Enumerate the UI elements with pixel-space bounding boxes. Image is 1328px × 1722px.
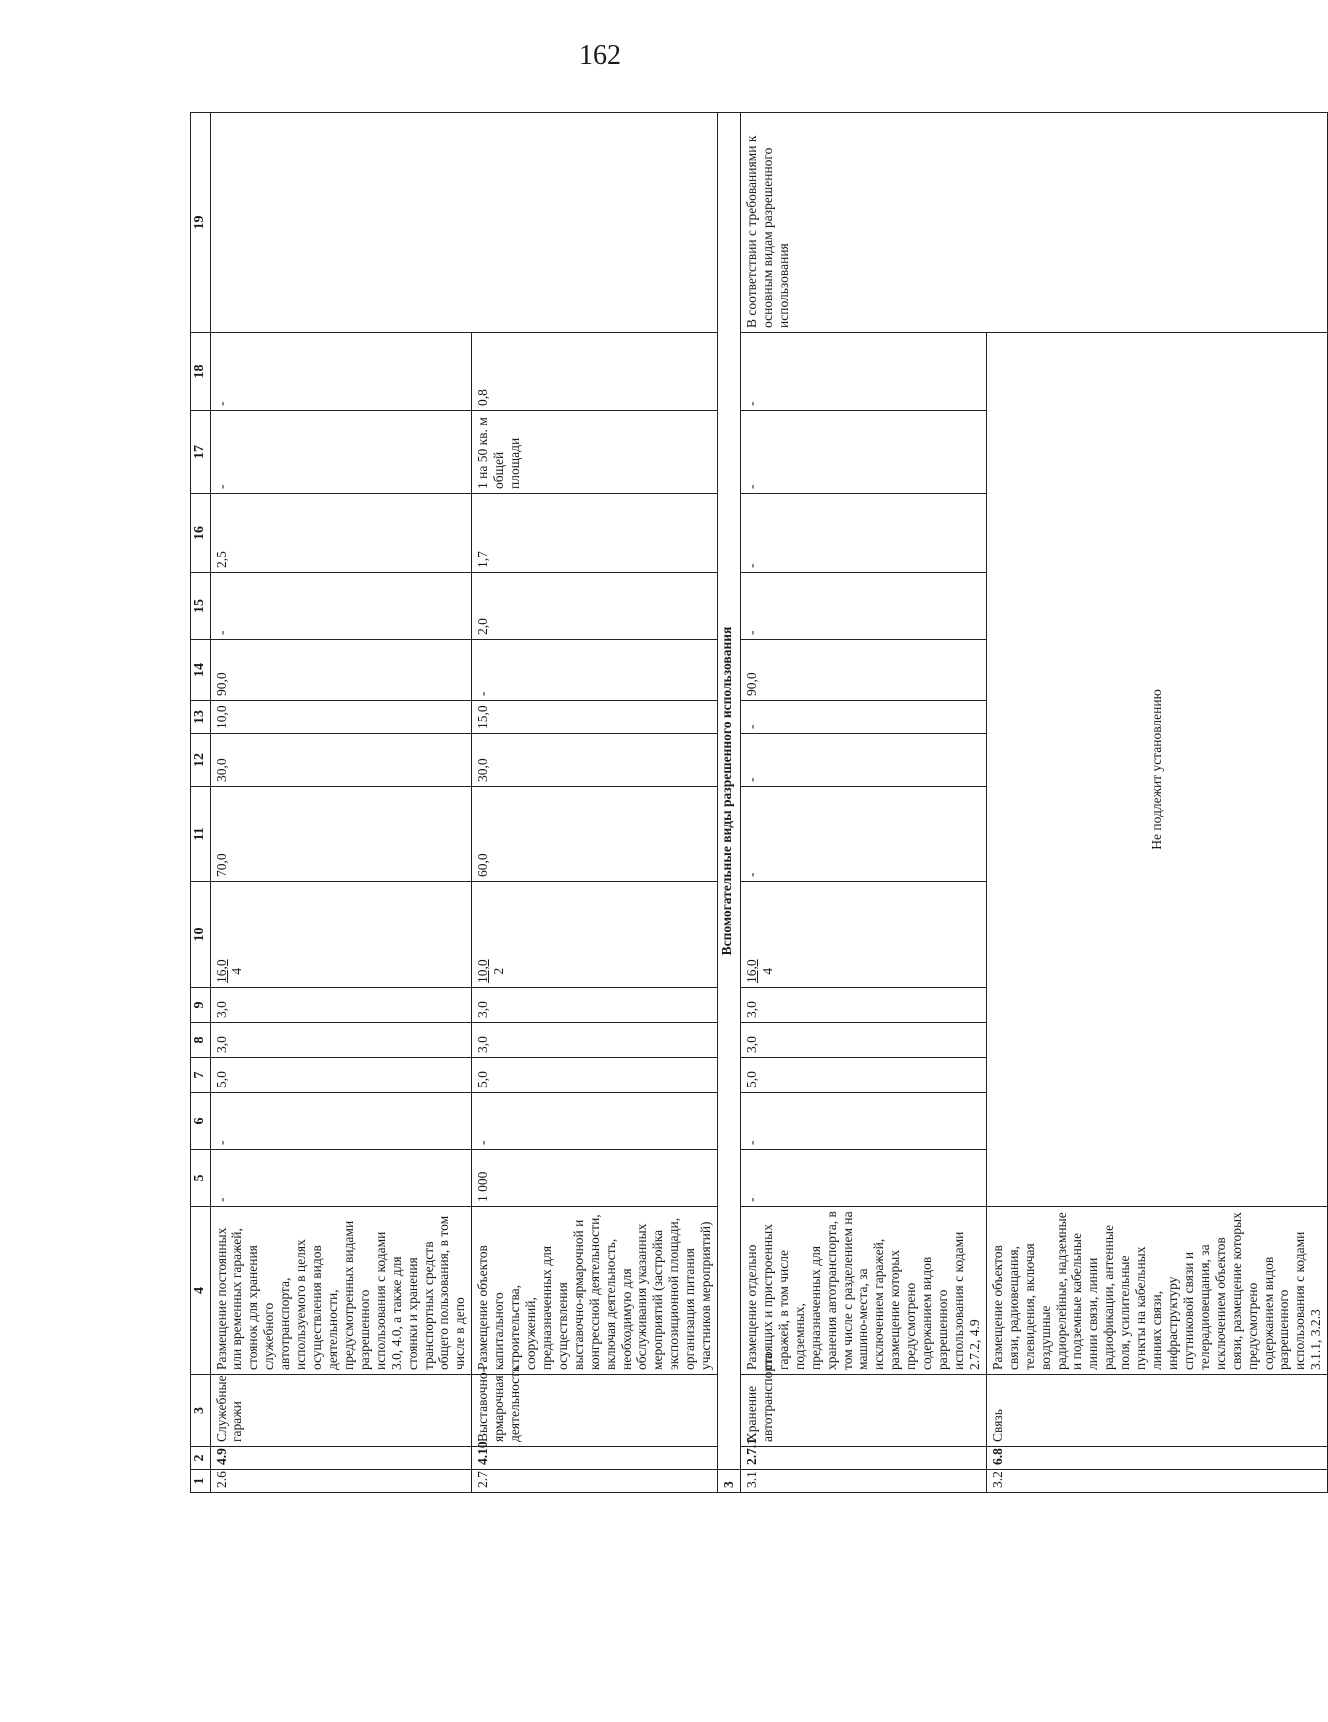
cell: 30,0 [472,734,718,787]
table-row [210,113,472,1493]
cell: - [210,411,472,494]
cell: 90,0 [210,640,472,701]
cell: - [741,787,987,882]
cell: 3,0 [741,1023,987,1058]
cell: 30,0 [210,734,472,787]
cell: - [741,1093,987,1150]
row-number: 3.2 [986,1470,1327,1493]
cell: 1 на 50 кв. м общей площади [472,411,718,494]
colnum: 17 [191,411,211,494]
cell: 15,0 [472,701,718,734]
fraction-denominator: 4 [229,967,245,975]
section-title: Вспомогательные виды разрешенного использования [718,113,741,1470]
fraction-denominator: 4 [759,967,775,975]
colnum: 2 [191,1447,211,1470]
use-description: Размещение постоянных или временных гаражей, стоянок для хранения служебного автотранспорта, используемого в целях осуществления видов деятельности, предусмотренных видами разрешенного использования с кодами 3.0, 4.0, а также для стоянки и хранения транспортных средств общего пользования, в том числе в депо [210,1207,472,1375]
cell: 0,8 [472,333,718,411]
cell: 3,0 [472,1023,718,1058]
page-number: 162 [579,40,621,71]
cell: 2,5 [210,494,472,573]
use-description: Размещение объектов связи, радиовещания, телевидения, включая воздушные радиорелейные, надземные и подземные кабельные линии связи, линии радиофикации, антенные поля, усилительные пункты на кабельных линиях связи, инфраструктуру спутниковой связи и телерадиовещания, за исключением объектов связи, размещение которых предусмотрено содержанием видов разрешенного использования с кодами 3.1.1, 3.2.3 [986,1207,1327,1375]
colnum: 16 [191,494,211,573]
colnum: 14 [191,640,211,701]
section-number: 3 [718,1470,741,1493]
colnum: 15 [191,573,211,640]
colnum: 19 [191,113,211,333]
cell: 3,0 [210,988,472,1023]
cell-fraction [472,882,718,988]
fraction-denominator: 2 [491,967,507,975]
fraction-numerator: 10,0 [475,959,491,983]
cell: - [741,701,987,734]
cell: - [741,494,987,573]
cell: - [210,333,472,411]
use-code: 2.7.1 [741,1447,987,1470]
cell: - [472,640,718,701]
use-name: Хранение автотранспорта [741,1375,987,1447]
colnum: 11 [191,787,211,882]
fraction-numerator: 16,0 [744,959,760,983]
row-number: 2.6 [210,1470,472,1493]
cell: - [741,411,987,494]
cell: 90,0 [741,640,987,701]
cell: 1,7 [472,494,718,573]
cell: 3,0 [741,988,987,1023]
use-description: Размещение объектов капитального строительства, сооружений, предназначенных для осуществления выставочно-ярмарочной и конгрессной деятельности, включая деятельность, необходимую для обслуживания указанных мероприятий (застройка экспозиционной площади, организация питания участников мероприятий) [472,1207,718,1375]
cell: 5,0 [210,1058,472,1093]
cell: - [472,1093,718,1150]
use-code: 4.10 [472,1447,718,1470]
cell: 2,0 [472,573,718,640]
cell-fraction [210,882,472,988]
use-name: Служебные гаражи [210,1375,472,1447]
cell-fraction [741,882,987,988]
regulations-table [190,112,1328,1493]
cell: 3,0 [472,988,718,1023]
cell: - [741,333,987,411]
colnum: 12 [191,734,211,787]
cell: 5,0 [741,1058,987,1093]
not-established-note: Не подлежит установлению [986,333,1327,1207]
fraction-numerator: 16,0 [213,959,229,983]
cell: - [741,573,987,640]
colnum: 5 [191,1150,211,1207]
rotated-table-container [190,113,1324,1493]
col19-note: В соответствии с требованиями к основным видам разрешенного использования [741,113,1328,333]
cell: 10,0 [210,701,472,734]
cell: 5,0 [472,1058,718,1093]
column-number-row [191,113,211,1493]
cell: 60,0 [472,787,718,882]
col19-group-cell [210,113,718,333]
cell: - [210,1093,472,1150]
row-number: 2.7 [472,1470,718,1493]
colnum: 7 [191,1058,211,1093]
use-code: 6.8 [986,1447,1327,1470]
cell: - [210,1150,472,1207]
cell: 1 000 [472,1150,718,1207]
colnum: 1 [191,1470,211,1493]
colnum: 3 [191,1375,211,1447]
colnum: 18 [191,333,211,411]
colnum: 13 [191,701,211,734]
colnum: 10 [191,882,211,988]
cell: - [741,1150,987,1207]
cell: 3,0 [210,1023,472,1058]
colnum: 6 [191,1093,211,1150]
use-name: Выставочно-ярмарочная деятельность [472,1375,718,1447]
row-number: 3.1 [741,1470,987,1493]
colnum: 8 [191,1023,211,1058]
colnum: 4 [191,1207,211,1375]
use-name: Связь [986,1375,1327,1447]
section-row [718,113,741,1493]
table-row [741,113,987,1493]
cell: 70,0 [210,787,472,882]
cell: - [741,734,987,787]
use-code: 4.9 [210,1447,472,1470]
colnum: 9 [191,988,211,1023]
use-description: Размещение отдельно стоящих и пристроенных гаражей, в том числе подземных, предназначенных для хранения автотранспорта, в том числе с разделением на машино-места, за исключением гаражей, размещение которых предусмотрено содержанием видов разрешенного использования с кодами 2.7.2, 4.9 [741,1207,987,1375]
cell: - [210,573,472,640]
